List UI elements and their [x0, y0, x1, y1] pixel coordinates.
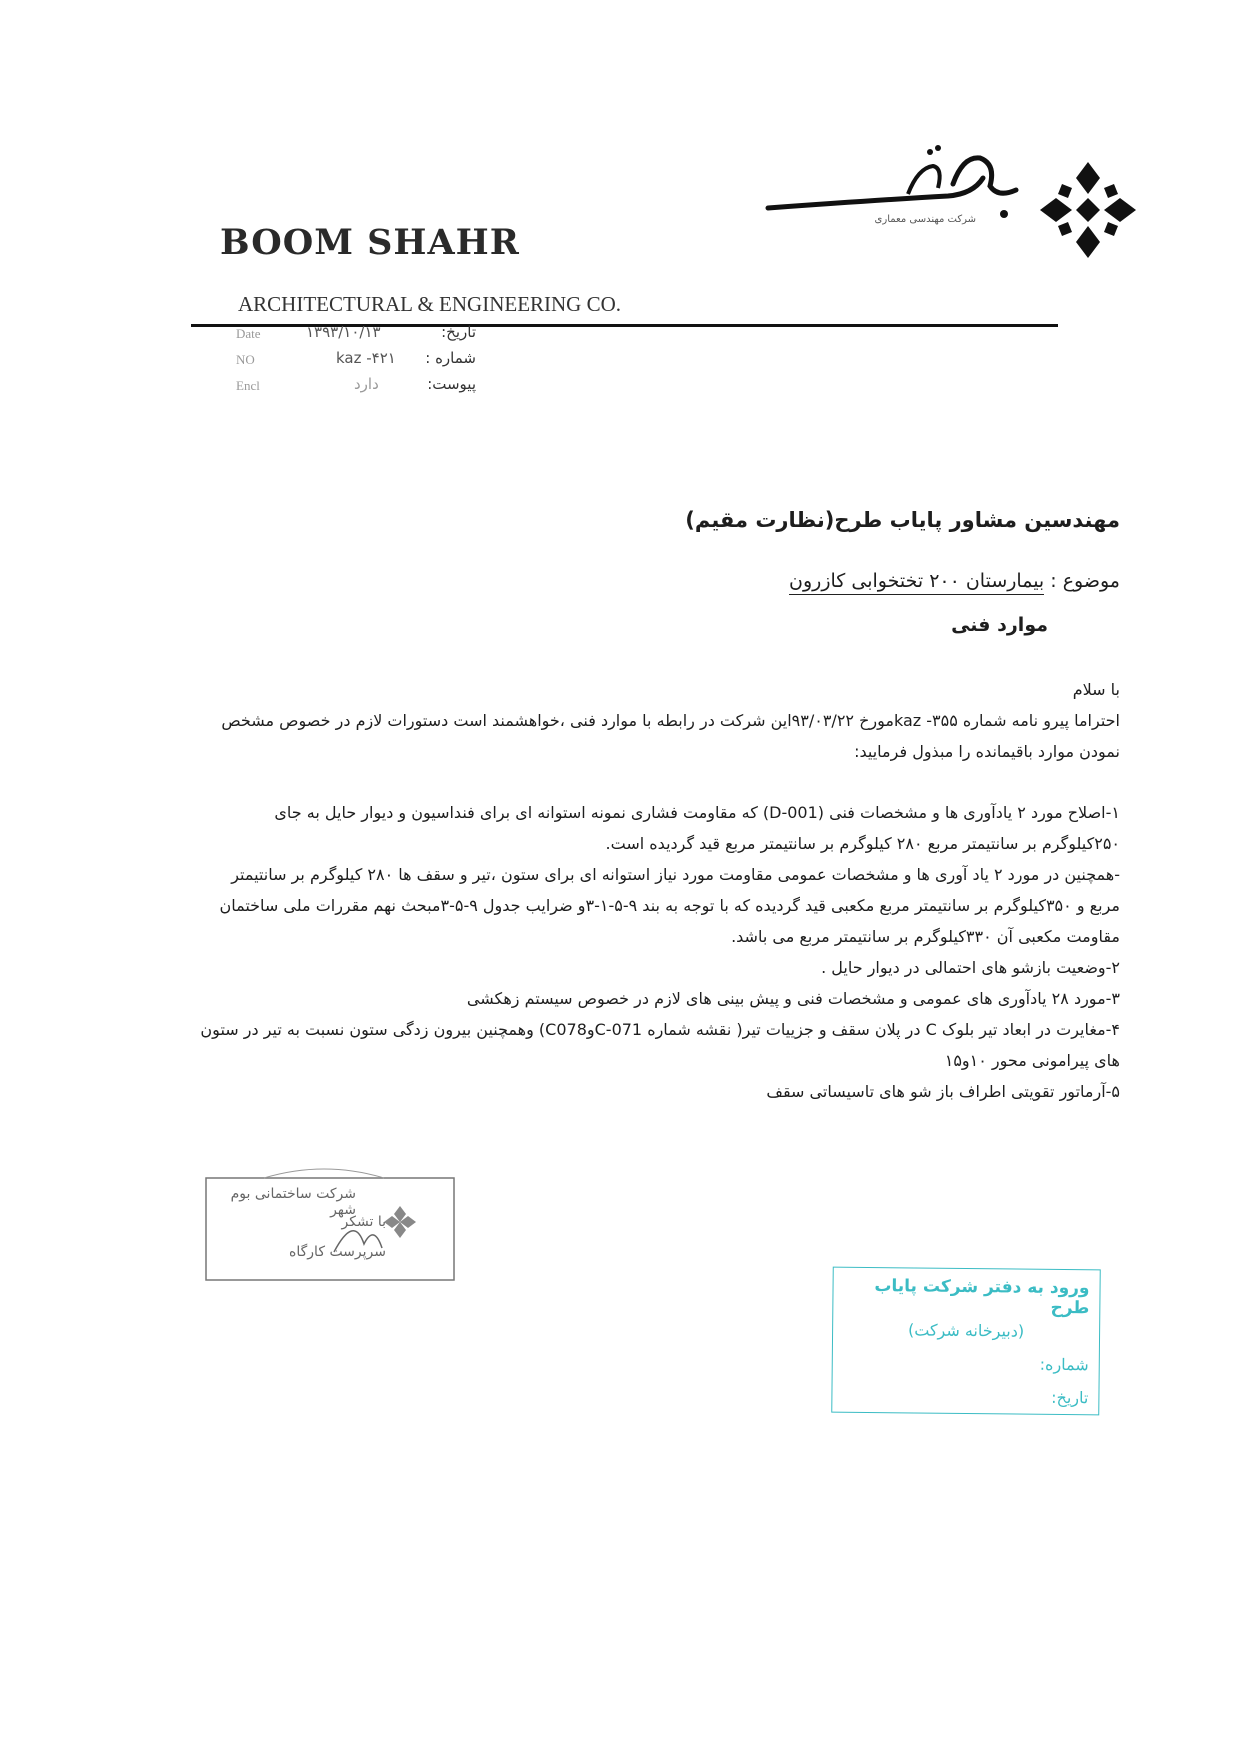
- number-label-en: NO: [236, 352, 255, 367]
- meta-date-row: [236, 323, 476, 349]
- meta-number-row: [236, 349, 476, 375]
- stamp-left-line3: سرپرست کارگاه: [289, 1244, 386, 1260]
- date-label-en: Date: [236, 326, 261, 341]
- item-1: ۱-اصلاح مورد ۲ یادآوری ها و مشخصات فنی (D-001) که مقاومت فشاری نمونه استوانه ای برای فنداسیون و دیوار حایل به جای ۲۵۰کیلوگرم بر سانتیمتر مربع ۲۸۰ کیلوگرم بر سانتیمتر مربع قید گردیده است.: [274, 803, 1120, 853]
- company-logo-persian: [758, 138, 1028, 238]
- stamp-frame: [204, 1164, 456, 1282]
- subject-label: موضوع :: [1050, 570, 1120, 592]
- receipt-stamp-number-label: شماره:: [1039, 1354, 1089, 1375]
- date-value: ۱۳۹۳/۱۰/۱۳: [306, 323, 381, 341]
- item-5: ۵-آرماتور تقویتی اطراف باز شو های تاسیساتی سقف: [766, 1082, 1120, 1101]
- company-name-english: BOOM SHAHR: [220, 222, 520, 263]
- subject-line: [789, 570, 1120, 592]
- spacer: [200, 767, 1120, 797]
- recipient: مهندسین مشاور پایاب طرح(نظارت مقیم): [685, 508, 1120, 532]
- enclosure-value: دارد: [354, 375, 379, 393]
- item-3: ۳-مورد ۲۸ یادآوری های عمومی و مشخصات فنی و پیش بینی های لازم در خصوص سیستم زهکشی: [466, 989, 1120, 1008]
- letter-meta: [236, 323, 476, 401]
- item-4: ۴-مغایرت در ابعاد تیر بلوک C در پلان سقف و جزییات تیر( نقشه شماره C-071وC078) وهمچنین بیرون زدگی ستون نسبت به تیر در ستون های پیرامونی محور ۱۰و۱۵: [200, 1020, 1120, 1070]
- receipt-stamp-title: ورود به دفتر شرکت پایاب طرح: [874, 1276, 1090, 1319]
- company-logo-emblem: [1038, 160, 1138, 260]
- meta-enclosure-row: [236, 375, 476, 401]
- receipt-stamp: [831, 1267, 1101, 1416]
- date-label-fa: تاریخ:: [441, 323, 476, 341]
- contractor-stamp: [204, 1164, 456, 1282]
- number-label-fa: شماره :: [425, 349, 476, 367]
- company-subtitle-english: ARCHITECTURAL & ENGINEERING CO.: [238, 292, 622, 316]
- item-1-continued: -همچنین در مورد ۲ یاد آوری ها و مشخصات عمومی مقاومت مورد نیاز استوانه ای برای ستون ،تیر و سقف ها ۲۸۰ کیلوگرم بر سانتیمتر مربع و ۳۵۰کیلوگرم بر سانتیمتر مربع مکعبی قید گردیده که با توجه به بند ۹-۵-۱-۳و ضرایب جدول ۹-۵-۳مبحث نهم مقررات ملی ساختمان مقاومت مکعبی آن ۳۳۰کیلوگرم بر سانتیمتر مربع می باشد.: [219, 865, 1120, 946]
- enclosure-label-en: Encl: [236, 378, 260, 393]
- letter-body: [200, 674, 1120, 1107]
- enclosure-label-fa: پیوست:: [427, 375, 476, 393]
- logo-subtitle: شرکت مهندسی معماری: [874, 214, 976, 225]
- greeting: با سلام: [1072, 680, 1120, 699]
- number-value: kaz -۴۲۱: [336, 349, 396, 367]
- item-2: ۲-وضعیت بازشو های احتمالی در دیوار حایل .: [821, 958, 1120, 977]
- receipt-stamp-date-label: تاریخ:: [1051, 1387, 1089, 1408]
- stamp-left-line1: شرکت ساختمانی بوم شهر: [230, 1186, 356, 1218]
- intro-paragraph: احتراما پیرو نامه شماره ۳۵۵- kazمورخ ۹۳/۰۳/۲۲این شرکت در رابطه با موارد فنی ،خواهشمند است دستورات لازم در خصوص مشخص نمودن موارد باقیمانده را مبذول فرمایید:: [221, 711, 1120, 761]
- subject-value: بیمارستان ۲۰۰ تختخوابی کازرون: [789, 570, 1044, 595]
- letter-subtitle: موارد فنی: [951, 614, 1048, 636]
- stamp-left-line2: با تشکر: [341, 1214, 386, 1230]
- receipt-stamp-sub: (دبیرخانه شرکت): [907, 1320, 1025, 1341]
